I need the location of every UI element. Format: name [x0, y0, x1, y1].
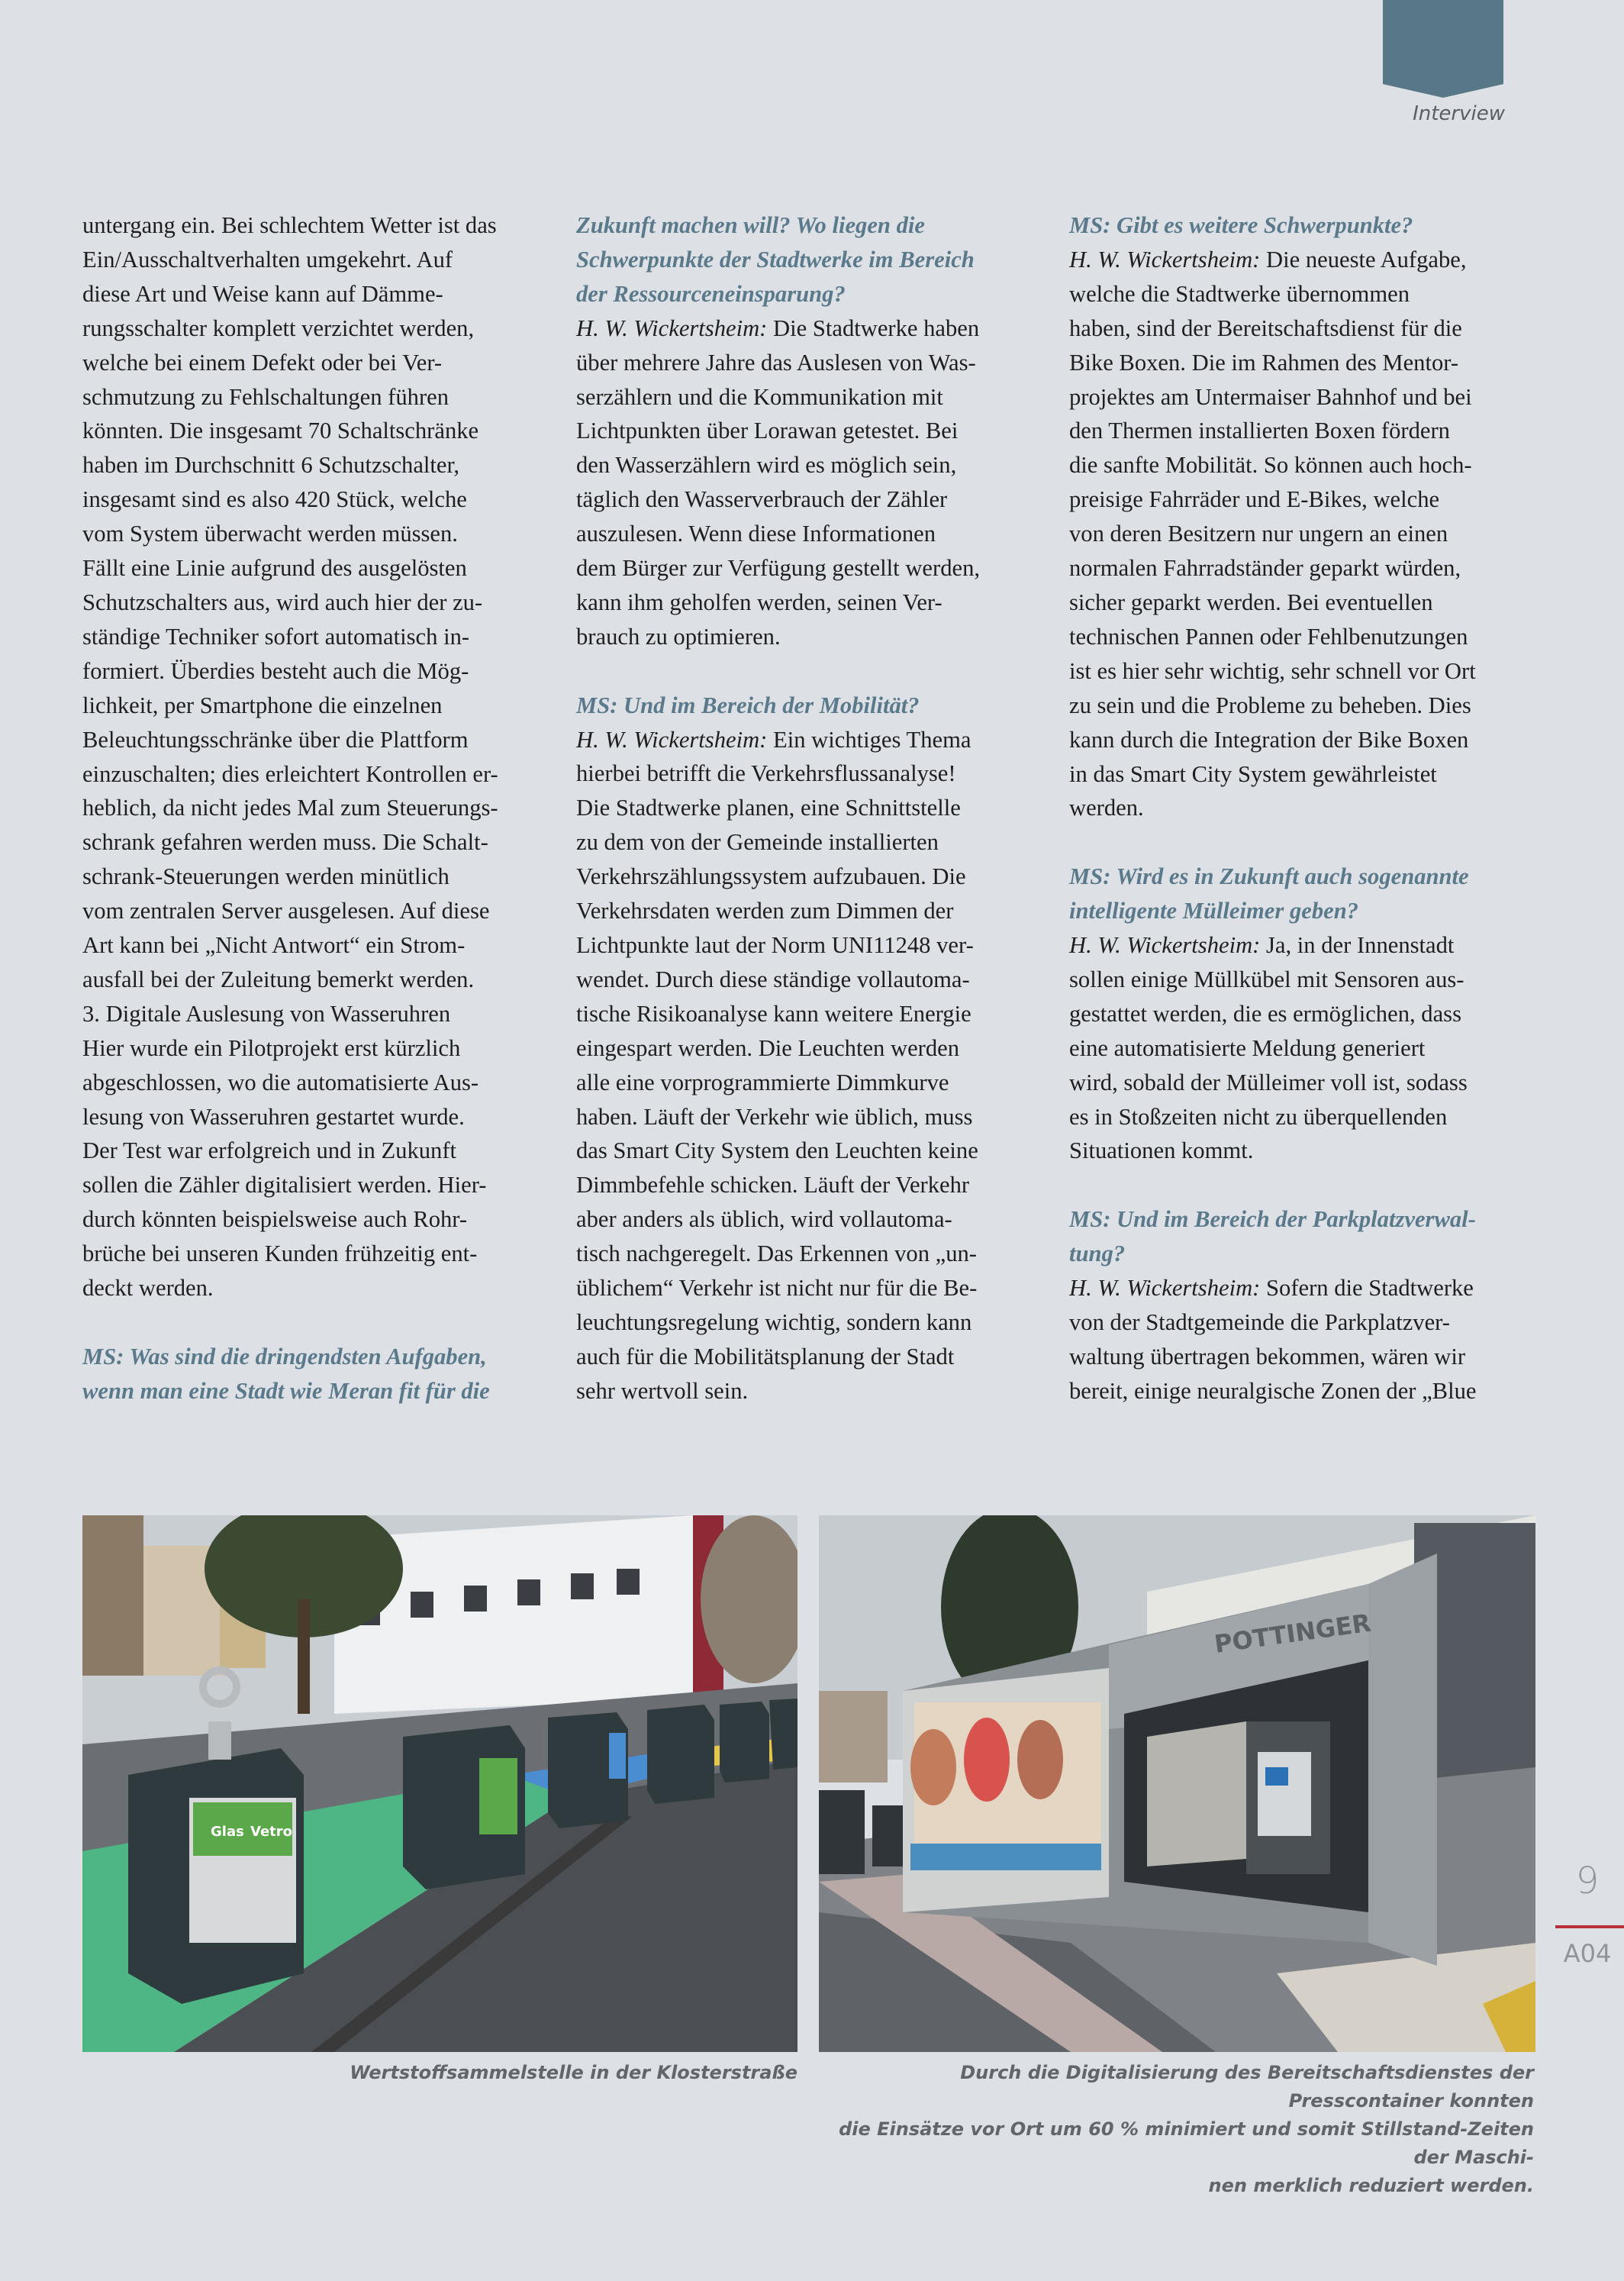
section-label: Interview: [1413, 102, 1505, 125]
speaker-name: H. W. Wickertsheim:: [1069, 246, 1261, 273]
answer-text: Die neueste Aufgabe, welche die Stadtwerke übernommen haben, sind der Bereitschaftsdienst für die Bike Boxen. Die im Rahmen des Mentor- projektes am Untermaiser Bahnhof und bei den Thermen installierten Boxen fördern die sanfte Mobilität. So können auch hoch- preisige Fahrräder und E-Bikes, welche von deren Besitzern nur ungern an einen normalen Fahrradständer geparkt würden, sicher geparkt werden. Bei eventuellen technischen Pannen oder Fehlbenutzungen ist es hier sehr wichtig, sehr schnell vor Ort zu sein und die Probleme zu beheben. Dies kann durch die Integration der Bike Boxen in das Smart City System gewährleistet werden.: [1069, 246, 1476, 821]
text-column-3: [1069, 208, 1536, 1408]
interview-question: MS: Wird es in Zukunft auch sogenannte intelligente Mülleimer geben?: [1069, 863, 1469, 924]
interview-question: MS: Und im Bereich der Mobilität?: [576, 692, 920, 718]
answer-text: Sofern die Stadtwerke von der Stadtgemeinde die Parkplatzver- waltung übertragen bekommen, wären wir bereit, einige neuralgische Zonen der „Blue: [1069, 1275, 1477, 1404]
answer-text: Die Stadtwerke haben über mehrere Jahre das Auslesen von Was- serzählern und die Kommunikation mit Lichtpunkten über Lorawan getestet. Bei den Wasserzählern wird es möglich sein, täglich den Wasserverbrauch der Zähler auszulesen. Wenn diese Informationen dem Bürger zur Verfügung gestellt werden, kann ihm geholfen werden, seinen Ver- brauch zu optimieren.: [576, 315, 981, 650]
interview-question: MS: Gibt es weitere Schwerpunkte?: [1069, 212, 1413, 238]
section-flag: [1383, 0, 1503, 98]
text-column-1: [82, 208, 549, 1408]
interview-answer: [576, 311, 1043, 654]
text-column-2: [576, 208, 1043, 1408]
page-code: A04: [1563, 1939, 1612, 1968]
speaker-name: H. W. Wickertsheim:: [1069, 1275, 1261, 1302]
svg-text:Glas: Glas: [211, 1824, 244, 1840]
interview-question: Zukunft machen will? Wo liegen die Schwerpunkte der Stadtwerke im Bereich der Ressourceneinsparung?: [576, 212, 975, 307]
interview-question: MS: Und im Bereich der Parkplatzverwal- tung?: [1069, 1206, 1476, 1267]
answer-text: Ja, in der Innenstadt sollen einige Müllkübel mit Sensoren aus- gestattet werden, die es ermöglichen, dass eine automatisierte Meldung generiert wird, sobald der Mülleimer voll ist, sodass es in Stoßzeiten nicht zu überquellenden Situationen kommt.: [1069, 932, 1468, 1164]
speaker-name: H. W. Wickertsheim:: [576, 315, 768, 341]
interview-answer: [1069, 1271, 1536, 1408]
svg-text:POTTINGER: POTTINGER: [1212, 1608, 1373, 1659]
interview-question: MS: Was sind die dringendsten Aufgaben, wenn man eine Stadt wie Meran fit für die: [82, 1343, 490, 1404]
page-number-rule: [1555, 1925, 1624, 1928]
page-number: 9: [1575, 1860, 1600, 1902]
photo-recycling-station: [82, 1515, 798, 2052]
speaker-name: H. W. Wickertsheim:: [576, 726, 768, 753]
photo-caption: Wertstoffsammelstelle in der Klosterstraße: [350, 2062, 798, 2083]
body-paragraph: untergang ein. Bei schlechtem Wetter ist das Ein/Ausschaltverhalten umgekehrt. Auf diese Art und Weise kann auf Dämme- rungsschalter komplett verzichtet werden, welche bei einem Defekt oder bei Ver- schmutzung zu Fehlschaltungen führen könnten. Die insgesamt 70 Schaltschränke haben im Durchschnitt 6 Schutzschalter, insgesamt sind es also 420 Stück, welche vom System überwacht werden müssen. Fällt eine Linie aufgrund des ausgelösten Schutzschalters aus, wird auch hier der zu- ständige Techniker sofort automatisch in- formiert. Überdies besteht auch die Mög- lichkeit, per Smartphone die einzelnen Beleuchtungsschränke über die Plattform einzuschalten; dies erleichtert Kontrollen er- heblich, da nicht jedes Mal zum Steuerungs- schrank gefahren werden muss. Die Schalt- schrank-Steuerungen werden minütlich vom zentralen Server ausgelesen. Auf diese Art kann bei „Nicht Antwort“ ein Strom- ausfall bei der Zuleitung bemerkt werden. 3. Digitale Auslesung von Wasseruhren Hier wurde ein Pilotprojekt erst kürzlich abgeschlossen, wo die automatisierte Aus- lesung von Wasseruhren gestartet wurde. Der Test war erfolgreich und in Zukunft sollen die Zähler digitalisiert werden. Hier- durch könnten beispielsweise auch Rohr- brüche bei unseren Kunden frühzeitig ent- deckt werden.: [82, 212, 498, 1302]
svg-text:Vetro: Vetro: [250, 1824, 293, 1840]
answer-text: Ein wichtiges Thema hierbei betrifft die Verkehrsflussanalyse! Die Stadtwerke planen, eine Schnittstelle zu dem von der Gemeinde installierten Verkehrszählungssystem aufzubauen. Die Verkehrsdaten werden zum Dimmen der Lichtpunkte laut der Norm UNI11248 ver- wendet. Durch diese ständige vollautoma- tische Risikoanalyse kann weitere Energie eingespart werden. Die Leuchten werden alle eine vorprogrammierte Dimmkurve haben. Läuft der Verkehr wie üblich, muss das Smart City System den Leuchten keine Dimmbefehle schicken. Läuft der Verkehr aber anders als üblich, wird vollautoma- tisch nachgeregelt. Das Erkennen von „un- üblichem“ Verkehr ist nicht nur für die Be- leuchtungsregelung wichtig, sondern kann auch für die Mobilitätsplanung der Stadt sehr wertvoll sein.: [576, 726, 978, 1404]
interview-answer: [1069, 928, 1536, 1168]
photo-caption: Durch die Digitalisierung des Bereitschaftsdienstes der Presscontainer konnten die Einsätze vor Ort um 60 % minimiert und somit Stillstand-Zeiten der Maschi- nen merklich reduziert werden.: [839, 2062, 1534, 2196]
photo-press-container: [819, 1515, 1535, 2052]
interview-answer: [1069, 243, 1536, 825]
speaker-name: H. W. Wickertsheim:: [1069, 932, 1261, 959]
interview-answer: [576, 723, 1043, 1408]
